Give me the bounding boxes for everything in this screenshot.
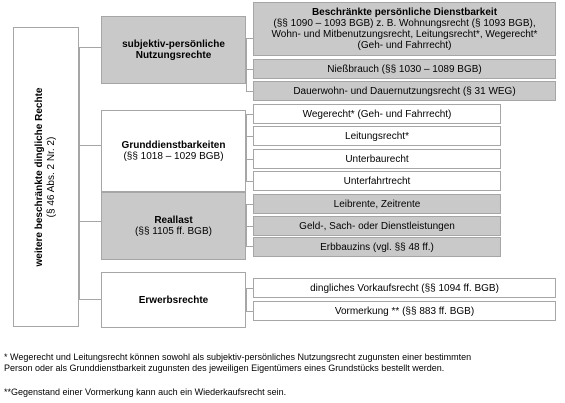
- connector: [246, 311, 253, 312]
- root-node: [13, 27, 79, 327]
- leaf-title: Beschränkte persönliche Dienstbarkeit: [311, 7, 498, 18]
- connector: [246, 114, 253, 115]
- connector: [79, 299, 101, 300]
- connector: [246, 181, 253, 182]
- leaf-label: Vormerkung ** (§§ 883 ff. BGB): [334, 305, 475, 317]
- footnote-2: [4, 387, 286, 398]
- connector: [246, 114, 247, 182]
- category-label: subjektiv-persönliche Nutzungsrechte: [122, 39, 225, 61]
- leaf-vormerkung: [253, 301, 556, 321]
- leaf-dauerwohnrecht: [253, 81, 556, 101]
- leaf-niessbrauch: [253, 59, 556, 79]
- leaf-label: Unterfahrtrecht: [343, 175, 411, 187]
- root-reference: (§ 46 Abs. 2 Nr. 2): [46, 136, 57, 218]
- leaf-label: Leitungsrecht*: [345, 130, 409, 142]
- category-reallast: [101, 192, 246, 260]
- leaf-label: Unterbaurecht: [345, 153, 409, 165]
- connector: [79, 145, 101, 146]
- connector: [79, 221, 101, 222]
- leaf-beschraenkte-persoenliche-dienstbarkeit: [253, 2, 556, 56]
- connector: [246, 136, 253, 137]
- leaf-label: Nießbrauch (§§ 1030 – 1089 BGB): [327, 63, 482, 75]
- connector: [246, 204, 247, 246]
- footnote-1: [4, 352, 471, 374]
- category-erwerbsrechte: [101, 272, 246, 328]
- leaf-geld-sach-dienstleistungen: [253, 216, 501, 236]
- category-label: Reallast: [154, 215, 193, 226]
- connector: [246, 288, 247, 311]
- root-title: weitere beschränkte dingliche Rechte: [34, 87, 45, 267]
- category-grunddienstbarkeiten: [101, 110, 246, 192]
- connector: [246, 226, 253, 227]
- leaf-leibrente: [253, 194, 501, 214]
- leaf-label: dingliches Vorkaufsrecht (§§ 1094 ff. BGB): [310, 282, 499, 294]
- leaf-detail: (§§ 1090 – 1093 BGB) z. B. Wohnungsrecht (§ 1093 BGB), Wohn- und Mitbenutzungsrecht, Leitungsrecht*, Wegerecht* (Geh- und Fahrrecht): [271, 18, 538, 51]
- connector: [246, 246, 253, 247]
- connector: [246, 91, 253, 92]
- leaf-label: Erbbauzins (vgl. §§ 48 ff.): [320, 241, 434, 253]
- connector: [246, 38, 253, 39]
- category-label: Erwerbsrechte: [138, 294, 209, 306]
- leaf-unterbaurecht: [253, 149, 501, 169]
- leaf-label: Geld-, Sach- oder Dienstleistungen: [299, 220, 455, 232]
- footnote-2-text: **Gegenstand einer Vormerkung kann auch ein Wiederkaufsrecht sein.: [4, 387, 287, 397]
- connector: [246, 204, 253, 205]
- footnote-1-line-2: Person oder als Grunddienstbarkeit zugunsten des jeweiligen Eigentümers eines Grundstücks bestellt werden.: [4, 363, 445, 373]
- leaf-leitungsrecht: [253, 126, 501, 146]
- leaf-label: Wegerecht* (Geh- und Fahrrecht): [302, 108, 452, 120]
- category-subjektiv-persoenlich: [101, 16, 246, 84]
- category-reference: (§§ 1018 – 1029 BGB): [123, 151, 224, 162]
- leaf-label: Leibrente, Zeitrente: [333, 198, 421, 210]
- leaf-label: Dauerwohn- und Dauernutzungsrecht (§ 31 WEG): [293, 85, 516, 97]
- connector: [79, 47, 80, 300]
- connector: [246, 159, 253, 160]
- category-reference: (§§ 1105 ff. BGB): [135, 226, 212, 237]
- leaf-wegerecht: [253, 104, 501, 124]
- connector: [79, 47, 101, 48]
- footnote-1-line-1: * Wegerecht und Leitungsrecht können sowohl als subjektiv-persönliches Nutzungsrecht zugunsten einer bestimmten: [4, 352, 472, 362]
- category-label: Grunddienstbarkeiten: [121, 140, 226, 151]
- root-label: [34, 32, 58, 322]
- leaf-erbbauzins: [253, 237, 501, 257]
- connector: [246, 38, 247, 92]
- leaf-unterfahrtrecht: [253, 171, 501, 191]
- connector: [246, 288, 253, 289]
- leaf-vorkaufsrecht: [253, 278, 556, 298]
- connector: [246, 69, 253, 70]
